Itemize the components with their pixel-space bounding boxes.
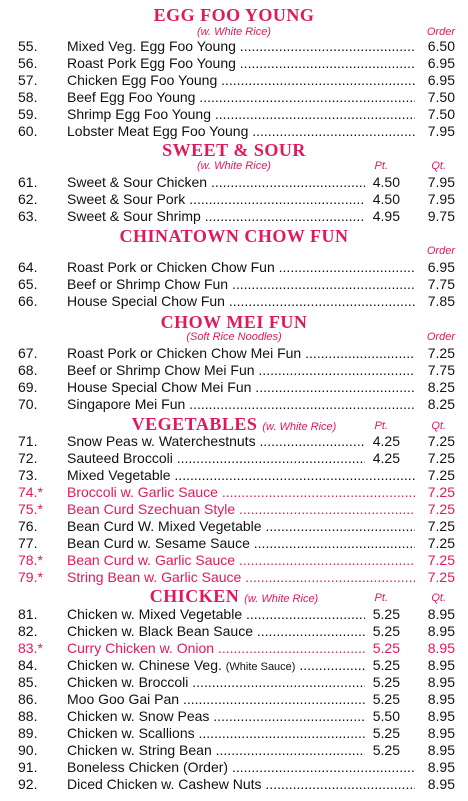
item-number: 74.* xyxy=(18,484,43,500)
menu-item xyxy=(0,535,468,552)
item-number: 73. xyxy=(18,467,38,483)
item-price-quart: 7.25 xyxy=(427,518,455,534)
item-price-quart: 8.95 xyxy=(427,708,455,724)
item-name: Chicken w. Snow Peas ..... xyxy=(67,708,365,725)
item-price-pint: 4.25 xyxy=(372,450,400,466)
menu-item-spicy xyxy=(0,569,468,586)
item-name: Mixed Vegetable ..... xyxy=(67,467,415,484)
col-head-quart: Qt. xyxy=(431,592,446,604)
item-price-quart: 7.25 xyxy=(427,433,455,449)
item-name: Sweet & Sour Chicken ..... xyxy=(67,174,365,191)
item-name: Beef or Shrimp Chow Fun ..... xyxy=(67,276,415,293)
section-note: (Soft Rice Noodles) xyxy=(186,331,282,343)
menu-item xyxy=(0,208,468,225)
menu-item xyxy=(0,191,468,208)
menu-item xyxy=(0,345,468,362)
item-price-quart: 7.95 xyxy=(427,191,455,207)
col-head-quart: Qt. xyxy=(431,160,446,172)
item-number: 64. xyxy=(18,259,38,275)
menu-item xyxy=(0,293,468,310)
section-note: (w. White Rice) xyxy=(262,421,337,433)
item-number: 91. xyxy=(18,759,38,775)
section-note: (w. White Rice) xyxy=(197,26,271,38)
menu-item-spicy xyxy=(0,484,468,501)
menu-item xyxy=(0,691,468,708)
item-price-pint: 5.25 xyxy=(372,674,400,690)
item-number: 58. xyxy=(18,89,38,105)
menu-item xyxy=(0,623,468,640)
col-head-quart: Qt. xyxy=(431,420,446,432)
item-name-text: Chicken w. Chinese Veg. xyxy=(67,657,222,673)
menu-item xyxy=(0,467,468,484)
item-price: 6.95 xyxy=(427,72,455,88)
item-price: 6.95 xyxy=(427,259,455,275)
item-number: 86. xyxy=(18,691,38,707)
item-name: Sauteed Broccoli ..... xyxy=(67,450,365,467)
menu-item xyxy=(0,72,468,89)
item-name: Chicken w. Mixed Vegetable ..... xyxy=(67,606,365,623)
item-number: 89. xyxy=(18,725,38,741)
section-title-chow-mei-fun: CHOW MEI FUN xyxy=(160,312,308,332)
item-price: 7.85 xyxy=(427,293,455,309)
item-number: 56. xyxy=(18,55,38,71)
item-name: Singapore Mei Fun ..... xyxy=(67,396,415,413)
menu-item-spicy xyxy=(0,552,468,569)
item-name: Diced Chicken w. Cashew Nuts ..... xyxy=(67,776,415,793)
item-name: Mixed Veg. Egg Foo Young ..... xyxy=(67,38,415,55)
item-number: 72. xyxy=(18,450,38,466)
section-title-sweet-sour: SWEET & SOUR xyxy=(162,140,306,160)
col-head-pint: Pt. xyxy=(374,592,388,604)
item-number: 82. xyxy=(18,623,38,639)
item-price: 7.25 xyxy=(427,345,455,361)
menu-item xyxy=(0,396,468,413)
item-number: 79.* xyxy=(18,569,43,585)
menu-item-spicy xyxy=(0,640,468,657)
item-price: 7.95 xyxy=(427,123,455,139)
item-name: House Special Chow Mei Fun ..... xyxy=(67,379,415,396)
menu-item xyxy=(0,606,468,623)
menu-item xyxy=(0,174,468,191)
item-number: 71. xyxy=(18,433,38,449)
item-price-pint: 4.50 xyxy=(372,191,400,207)
item-price-pint: 4.95 xyxy=(372,208,400,224)
item-price-pint: 5.25 xyxy=(372,742,400,758)
menu-item xyxy=(0,379,468,396)
menu-item xyxy=(0,433,468,450)
item-name: Roast Pork or Chicken Chow Fun ..... xyxy=(67,259,415,276)
item-price: 7.50 xyxy=(427,106,455,122)
item-number: 83.* xyxy=(18,640,43,656)
item-number: 76. xyxy=(18,518,38,534)
item-price-quart: 8.95 xyxy=(427,640,455,656)
menu-item xyxy=(0,89,468,106)
item-name-note: (White Sauce) xyxy=(225,661,296,673)
item-name: House Special Chow Fun ..... xyxy=(67,293,415,310)
item-name: Chicken w. Broccoli ..... xyxy=(67,674,365,691)
menu-item xyxy=(0,674,468,691)
item-name: String Bean w. Garlic Sauce ..... xyxy=(67,569,415,586)
item-number: 60. xyxy=(18,123,38,139)
item-price-pint: 5.25 xyxy=(372,657,400,673)
menu-item xyxy=(0,123,468,140)
item-name: Bean Curd w. Garlic Sauce ..... xyxy=(67,552,415,569)
item-number: 63. xyxy=(18,208,38,224)
section-title-text: VEGETABLES xyxy=(131,414,258,434)
item-number: 88. xyxy=(18,708,38,724)
item-name: Broccoli w. Garlic Sauce ..... xyxy=(67,484,415,501)
item-price-quart: 7.25 xyxy=(427,535,455,551)
menu-item xyxy=(0,38,468,55)
item-price-quart: 8.95 xyxy=(427,725,455,741)
section-title-egg-foo-young: EGG FOO YOUNG xyxy=(153,5,315,25)
col-head-pint: Pt. xyxy=(374,160,388,172)
item-number: 90. xyxy=(18,742,38,758)
item-price-pint: 5.25 xyxy=(372,606,400,622)
col-head-pint: Pt. xyxy=(374,420,388,432)
item-number: 85. xyxy=(18,674,38,690)
section-title-chinatown-chow-fun: CHINATOWN CHOW FUN xyxy=(119,226,349,246)
item-name: Chicken w. Black Bean Sauce ..... xyxy=(67,623,365,640)
item-price: 8.25 xyxy=(427,379,455,395)
item-price-pint: 4.25 xyxy=(372,433,400,449)
item-number: 59. xyxy=(18,106,38,122)
item-name: Chicken Egg Foo Young ..... xyxy=(67,72,415,89)
item-name: Curry Chicken w. Onion ..... xyxy=(67,640,365,657)
item-price-pint: 5.25 xyxy=(372,691,400,707)
item-price: 7.50 xyxy=(427,89,455,105)
item-name: Snow Peas w. Waterchestnuts ..... xyxy=(67,433,365,450)
menu-item xyxy=(0,742,468,759)
item-number: 78.* xyxy=(18,552,43,568)
item-price: 6.50 xyxy=(427,38,455,54)
item-number: 84. xyxy=(18,657,38,673)
item-number: 57. xyxy=(18,72,38,88)
item-name: Sweet & Sour Pork ..... xyxy=(67,191,365,208)
item-name: Bean Curd W. Mixed Vegetable ..... xyxy=(67,518,415,535)
item-name: Roast Pork Egg Foo Young ..... xyxy=(67,55,415,72)
item-number: 67. xyxy=(18,345,38,361)
item-price: 8.25 xyxy=(427,396,455,412)
menu-item-spicy xyxy=(0,501,468,518)
item-name: Sweet & Sour Shrimp ..... xyxy=(67,208,365,225)
item-name: Beef Egg Foo Young ..... xyxy=(67,89,415,106)
item-number: 75.* xyxy=(18,501,43,517)
item-number: 77. xyxy=(18,535,38,551)
item-price-quart: 8.95 xyxy=(427,674,455,690)
item-price: 7.75 xyxy=(427,362,455,378)
item-number: 92. xyxy=(18,776,38,792)
section-note: (w. White Rice) xyxy=(197,160,271,172)
item-number: 61. xyxy=(18,174,38,190)
item-name: Chicken w. String Bean ..... xyxy=(67,742,365,759)
item-name: Chicken w. Scallions ..... xyxy=(67,725,365,742)
menu-item xyxy=(0,657,468,674)
item-price-quart: 8.95 xyxy=(427,657,455,673)
menu-item xyxy=(0,450,468,467)
item-name: Moo Goo Gai Pan ..... xyxy=(67,691,365,708)
item-number: 81. xyxy=(18,606,38,622)
menu-item xyxy=(0,759,468,776)
item-name: Bean Curd Szechuan Style ..... xyxy=(67,501,415,518)
item-price-pint: 5.50 xyxy=(372,708,400,724)
menu-item xyxy=(0,55,468,72)
menu-item xyxy=(0,362,468,379)
item-price-quart: 8.95 xyxy=(427,776,455,792)
item-price: 7.75 xyxy=(427,276,455,292)
item-price-quart: 8.95 xyxy=(427,606,455,622)
item-price-quart: 8.95 xyxy=(427,759,455,775)
item-name: Lobster Meat Egg Foo Young ..... xyxy=(67,123,415,140)
item-number: 55. xyxy=(18,38,38,54)
item-price-quart: 9.75 xyxy=(427,208,455,224)
item-price-quart: 7.25 xyxy=(427,552,455,568)
menu-item xyxy=(0,776,468,793)
menu-item xyxy=(0,708,468,725)
item-name: Shrimp Egg Foo Young ..... xyxy=(67,106,415,123)
item-name: Beef or Shrimp Chow Mei Fun ..... xyxy=(67,362,415,379)
item-number: 68. xyxy=(18,362,38,378)
item-price-quart: 8.95 xyxy=(427,691,455,707)
item-price-pint: 5.25 xyxy=(372,640,400,656)
item-price-pint: 5.25 xyxy=(372,623,400,639)
menu-item xyxy=(0,725,468,742)
item-price-quart: 7.25 xyxy=(427,450,455,466)
item-number: 69. xyxy=(18,379,38,395)
item-name: Roast Pork or Chicken Chow Mei Fun ..... xyxy=(67,345,415,362)
col-head-order: Order xyxy=(426,26,455,38)
section-note: (w. White Rice) xyxy=(244,593,319,605)
item-price-quart: 7.95 xyxy=(427,174,455,190)
item-name: Boneless Chicken (Order) ..... xyxy=(67,759,415,776)
item-number: 65. xyxy=(18,276,38,292)
section-title-text: CHICKEN xyxy=(149,586,240,606)
item-number: 66. xyxy=(18,293,38,309)
section-title-chicken xyxy=(0,587,468,608)
item-price-pint: 4.50 xyxy=(372,174,400,190)
item-price: 6.95 xyxy=(427,55,455,71)
menu-item xyxy=(0,106,468,123)
item-price-quart: 7.25 xyxy=(427,569,455,585)
col-head-order: Order xyxy=(426,331,455,343)
item-price-quart: 8.95 xyxy=(427,742,455,758)
item-price-quart: 7.25 xyxy=(427,484,455,500)
col-head-order: Order xyxy=(426,245,455,257)
item-price-quart: 7.25 xyxy=(427,501,455,517)
item-number: 62. xyxy=(18,191,38,207)
item-price-pint: 5.25 xyxy=(372,725,400,741)
menu-item xyxy=(0,276,468,293)
menu-item xyxy=(0,259,468,276)
item-price-quart: 8.95 xyxy=(427,623,455,639)
item-number: 70. xyxy=(18,396,38,412)
menu-item xyxy=(0,518,468,535)
item-price-quart: 7.25 xyxy=(427,467,455,483)
item-name: Bean Curd w. Sesame Sauce ..... xyxy=(67,535,415,552)
